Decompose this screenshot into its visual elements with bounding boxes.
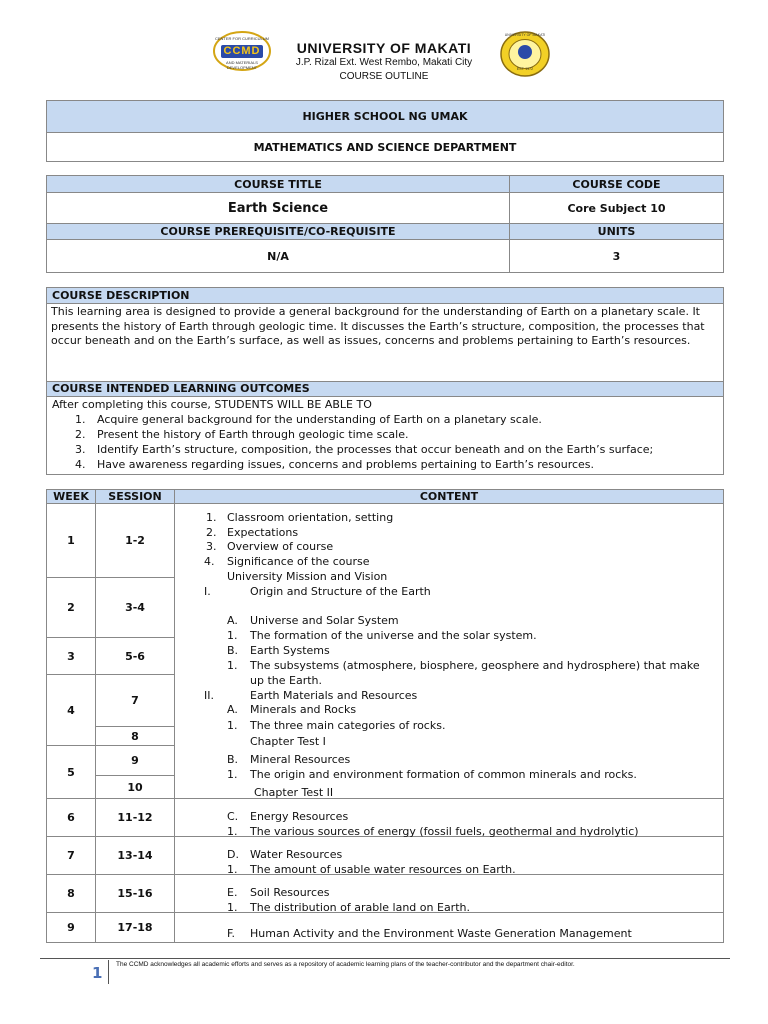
course-code: Core Subject 10 [510,193,724,224]
content-line: Universe and Solar System [250,614,399,627]
week-cell: 6 [47,799,96,837]
seal-text: UNIVERSITY OF MAKATI [504,33,546,37]
content-line: The subsystems (atmosphere, biosphere, geosphere and hydrosphere) that make [250,659,700,672]
week-header: WEEK [47,490,96,504]
outcome-text: Acquire general background for the understanding of Earth on a planetary scale. [97,413,542,426]
outcome-number: 4. [75,458,86,471]
session-cell: 1-2 [96,504,175,578]
session-cell: 7 [96,675,175,727]
content-line: Expectations [227,526,299,539]
content-marker: 1. [227,629,238,642]
content-marker: 1. [227,901,238,914]
university-name: UNIVERSITY OF MAKATI [296,40,472,56]
week-cell: 5 [47,746,96,799]
footer-note: The CCMD acknowledges all academic efforts and serves as a repository of academic learning plans of the teacher-contributor and the department chair-editor. [116,961,575,968]
school-name: HIGHER SCHOOL NG UMAK [47,101,724,133]
content-marker: 1. [227,825,238,838]
outcome-item [47,412,723,427]
content-line: Chapter Test II [254,786,334,799]
content-marker: B. [227,753,239,766]
week-cell: 9 [47,913,96,943]
units-value: 3 [510,240,724,273]
week-cell: 7 [47,837,96,875]
outcome-number: 1. [75,413,86,426]
ccmd-logo-bottom-text: AND MATERIALS DEVELOPMENT [226,60,258,70]
session-cell: 8 [96,727,175,746]
course-code-label: COURSE CODE [510,176,724,193]
content-marker: II. [204,689,214,702]
footer-divider [108,960,109,984]
content-marker: F. [227,927,236,940]
content-line: The various sources of energy (fossil fuels, geothermal and hydrolytic) [250,825,639,838]
content-line: Origin and Structure of the Earth [250,585,431,598]
school-table [46,100,724,162]
session-cell: 13-14 [96,837,175,875]
session-cell: 11-12 [96,799,175,837]
description-text: This learning area is designed to provide a general background for the understanding of Earth on a planetary scale. It presents the history of Earth through geologic time. It discusses the Earth’s structure, composition, the processes that occur beneath and on the Earth’s surface, as well as issues, concerns and problems pertaining to Earth’s resources. [51,305,705,348]
session-cell: 9 [96,746,175,776]
course-table [46,175,724,273]
content-marker: 4. [204,555,215,568]
outcome-number: 2. [75,428,86,441]
description-label: COURSE DESCRIPTION [47,288,723,304]
content-line: Earth Systems [250,644,330,657]
content-line: Mineral Resources [250,753,351,766]
content-line: Energy Resources [250,810,349,823]
content-line: Soil Resources [250,886,330,899]
outcome-text: Present the history of Earth through geologic time scale. [97,428,409,441]
content-header: CONTENT [175,490,724,504]
prereq-value: N/A [47,240,510,273]
course-title-label: COURSE TITLE [47,176,510,193]
content-line: The distribution of arable land on Earth. [250,901,470,914]
content-line: Significance of the course [227,555,370,568]
content-marker: C. [227,810,239,823]
session-header: SESSION [96,490,175,504]
outcome-item [47,457,723,472]
outcome-item [47,427,723,442]
content-line: The three main categories of rocks. [250,719,446,732]
content-line: University Mission and Vision [227,570,388,583]
content-line: Minerals and Rocks [250,703,357,716]
document-title: COURSE OUTLINE [339,71,429,82]
week-cell: 4 [47,675,96,746]
course-title: Earth Science [47,193,510,224]
outcomes-intro: After completing this course, STUDENTS WILL BE ABLE TO [52,398,372,411]
seal-year: EST. 1972 [516,67,534,71]
outcomes-label: COURSE INTENDED LEARNING OUTCOMES [47,381,723,397]
content-marker: I. [204,585,211,598]
university-seal [499,30,551,78]
content-line: Chapter Test I [250,735,326,748]
outcome-number: 3. [75,443,86,456]
session-cell: 15-16 [96,875,175,913]
outcome-item [47,442,723,457]
content-line: The origin and environment formation of common minerals and rocks. [250,768,637,781]
content-line: up the Earth. [250,674,322,687]
outcome-text: Have awareness regarding issues, concerns and problems pertaining to Earth’s resources. [97,458,595,471]
content-marker: A. [227,703,238,716]
content-line: The formation of the universe and the solar system. [250,629,537,642]
session-cell: 3-4 [96,578,175,638]
ccmd-logo-top-text: CENTER FOR CURRICULUM [215,36,269,41]
content-line: Human Activity and the Environment Waste Generation Management [250,927,632,940]
content-line: The amount of usable water resources on Earth. [250,863,516,876]
session-cell: 5-6 [96,638,175,675]
outcome-text: Identify Earth’s structure, composition, the processes that occur beneath and on the Earth’s surface; [97,443,654,456]
description-box [46,287,724,475]
content-marker: 3. [206,540,217,553]
content-marker: E. [227,886,238,899]
week-cell: 8 [47,875,96,913]
week-cell: 2 [47,578,96,638]
content-marker: B. [227,644,239,657]
content-marker: 1. [227,768,238,781]
department-name: MATHEMATICS AND SCIENCE DEPARTMENT [47,133,724,162]
content-line: Water Resources [250,848,343,861]
content-marker: 1. [227,863,238,876]
prereq-label: COURSE PREREQUISITE/CO-REQUISITE [47,224,510,240]
week-cell: 1 [47,504,96,578]
university-address: J.P. Rizal Ext. West Rembo, Makati City [295,57,473,68]
content-line: Earth Materials and Resources [250,689,418,702]
content-marker: 2. [206,526,217,539]
content-marker: D. [227,848,239,861]
content-marker: 1. [206,511,217,524]
footer-rule [40,958,730,959]
ccmd-logo-main-text: CCMD [223,45,261,57]
content-marker: 1. [227,659,238,672]
ccmd-logo [212,30,272,72]
content-line: Overview of course [227,540,334,553]
session-cell: 10 [96,776,175,799]
week-cell: 3 [47,638,96,675]
content-marker: A. [227,614,238,627]
page-number: 1 [92,964,103,982]
content-marker: 1. [227,719,238,732]
units-label: UNITS [510,224,724,240]
outcomes-list [47,412,723,472]
content-line: Classroom orientation, setting [227,511,394,524]
session-cell: 17-18 [96,913,175,943]
